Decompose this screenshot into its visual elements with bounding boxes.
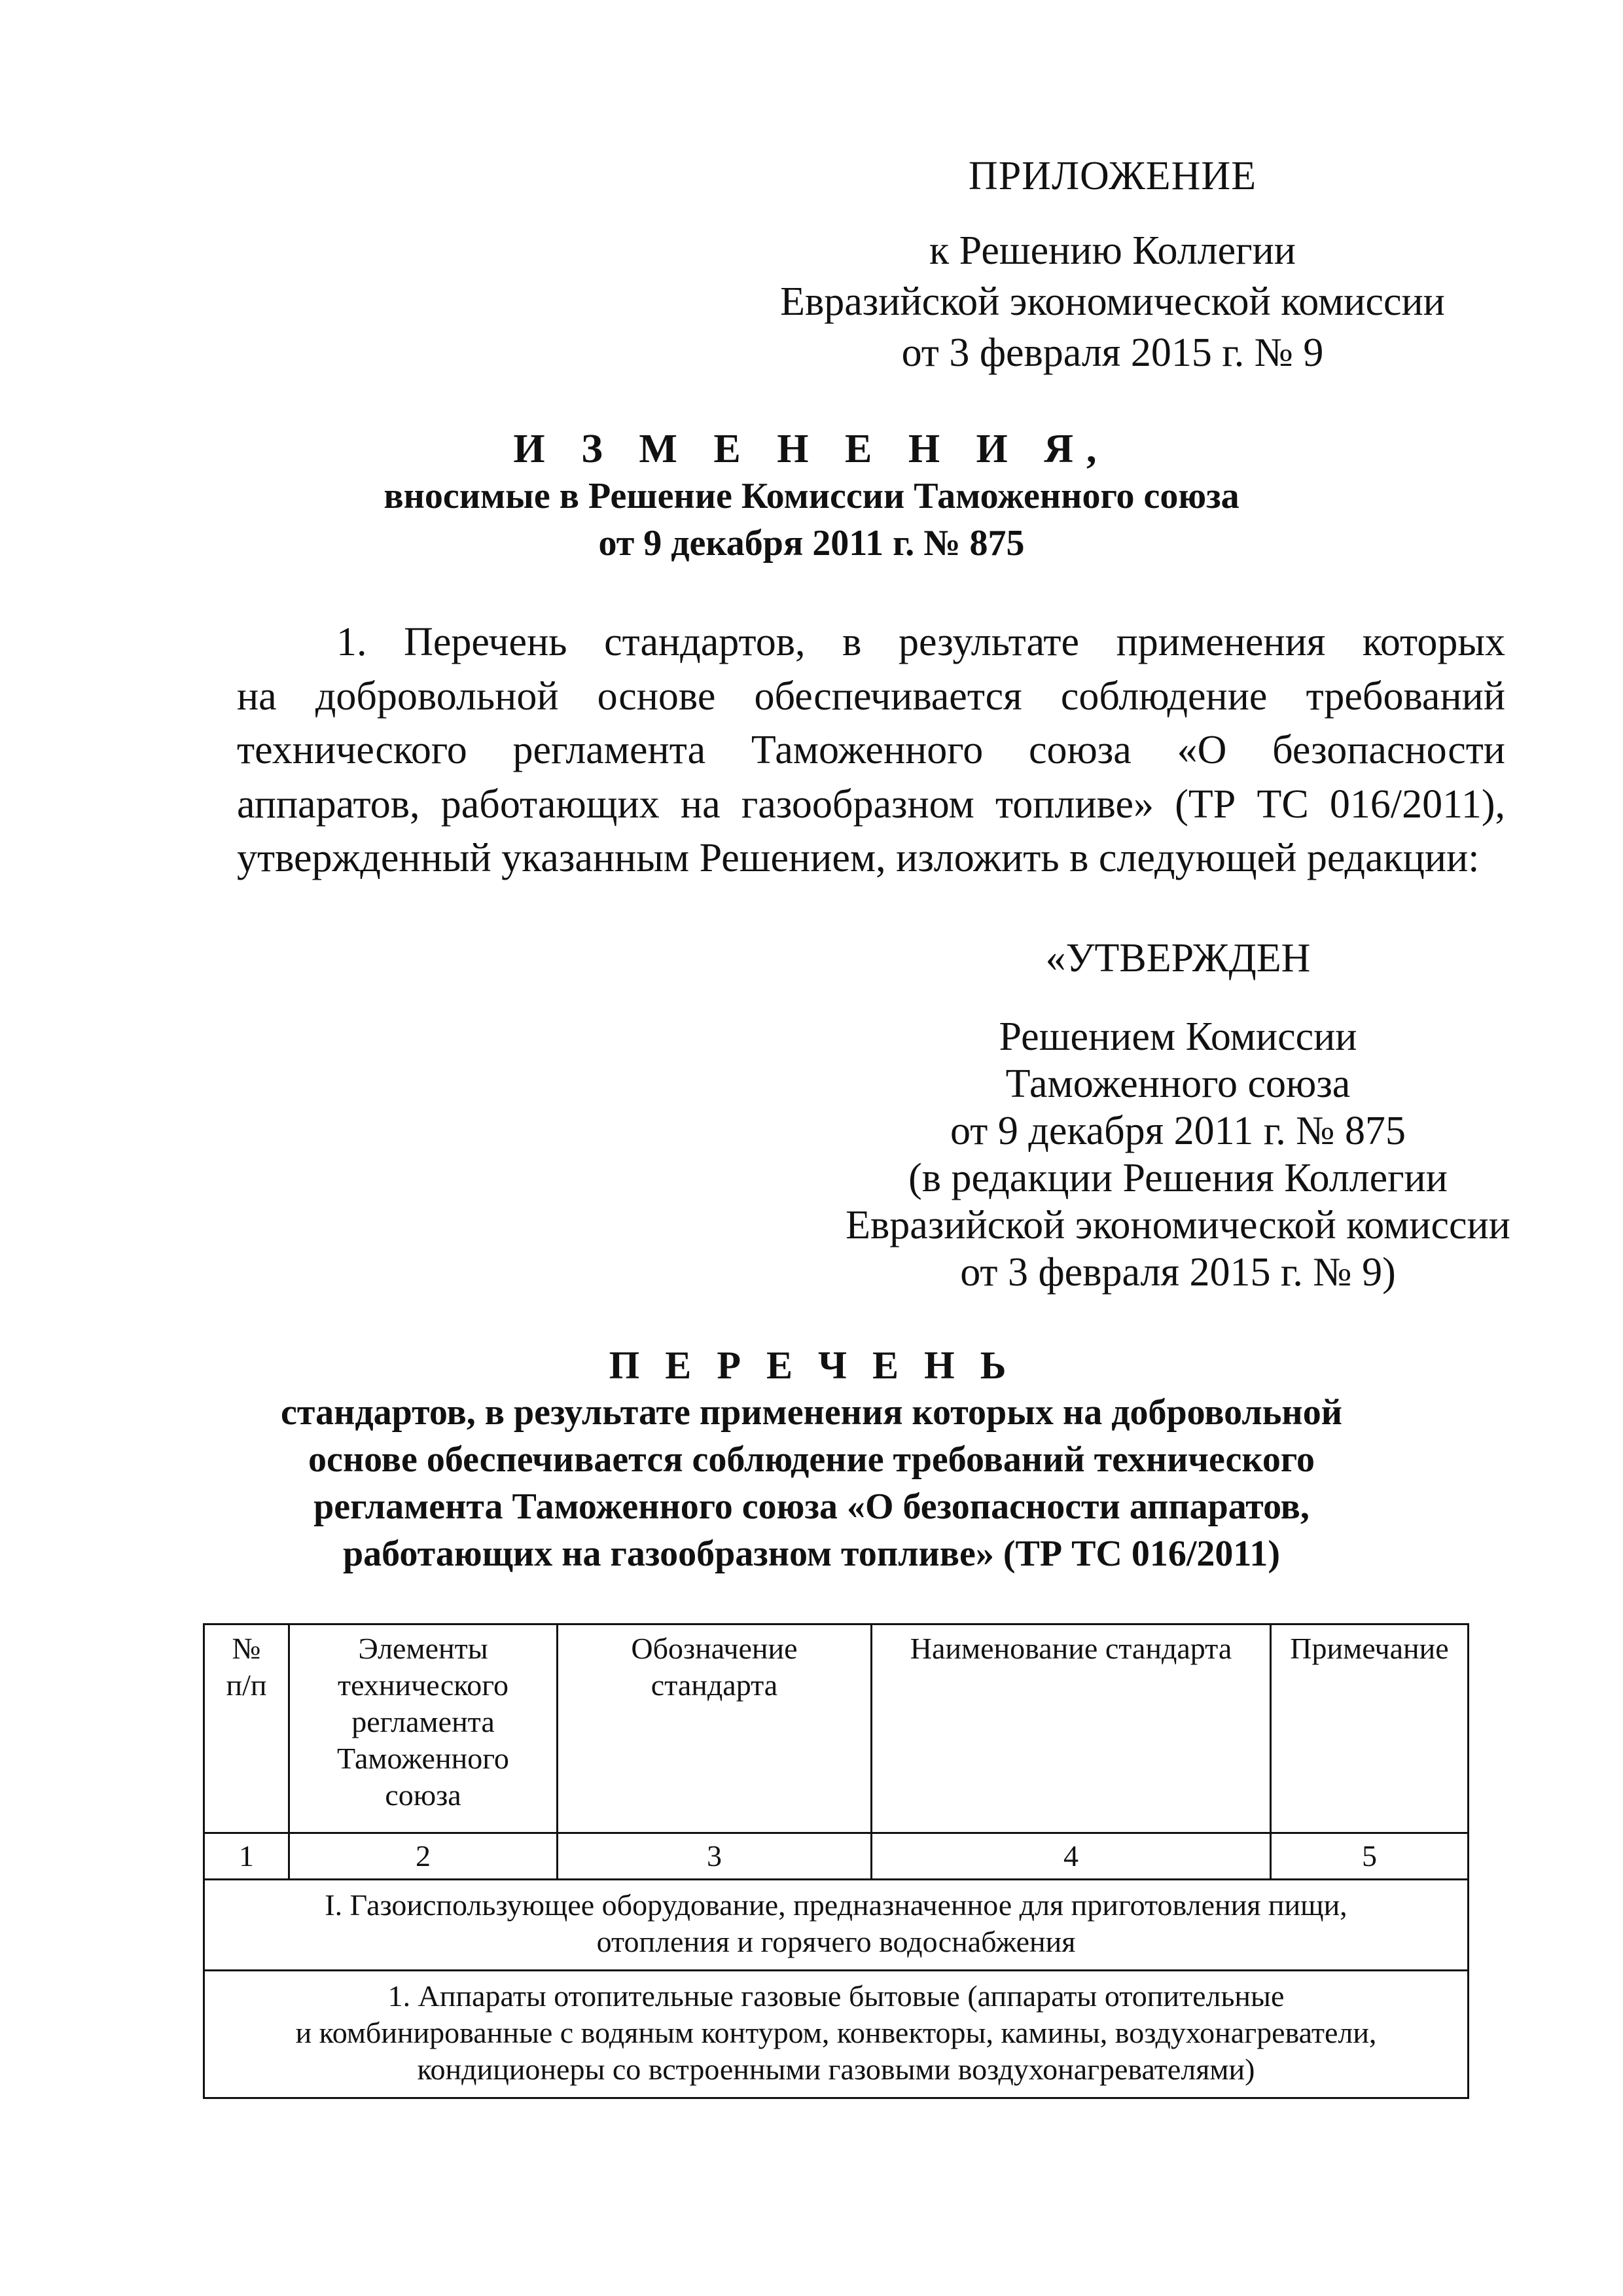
approval-line: Евразийской экономической комиссии <box>846 1203 1510 1247</box>
list-subtitle-line: основе обеспечивается соблюдение требований технического <box>308 1439 1315 1480</box>
approval-line: (в редакции Решения Коллегии <box>908 1156 1448 1200</box>
approval-line: Таможенного союза <box>1005 1062 1351 1106</box>
changes-heading <box>196 425 1427 567</box>
column-number-cell: 3 <box>558 1833 872 1880</box>
approval-title: «УТВЕРЖДЕН <box>1045 936 1311 980</box>
list-heading <box>196 1342 1427 1577</box>
appendix-title: ПРИЛОЖЕНИЕ <box>968 154 1257 198</box>
appendix-line: к Решению Коллегии <box>929 228 1296 273</box>
paragraph-line: аппаратов, работающих на газообразном топливе» (ТР ТС 016/2011), <box>237 781 1505 827</box>
header-text: Примечание <box>1290 1632 1449 1665</box>
section-line: I. Газоиспользующее оборудование, предназначенное для приготовления пищи, <box>325 1888 1347 1922</box>
paragraph-line: 1. Перечень стандартов, в результате применения которых <box>336 620 1505 664</box>
column-number-cell: 1 <box>204 1833 289 1880</box>
header-text: п/п <box>226 1668 267 1702</box>
header-cell-note <box>1271 1624 1469 1833</box>
table-header-row <box>204 1624 1469 1833</box>
subsection-cell <box>204 1971 1469 2098</box>
header-text: Наименование стандарта <box>910 1632 1232 1665</box>
header-text: технического <box>338 1668 508 1702</box>
changes-subtitle-line: вносимые в Решение Комиссии Таможенного союза <box>383 476 1240 516</box>
header-text: регламента <box>351 1705 495 1738</box>
header-text: Обозначение <box>631 1632 798 1665</box>
column-number-cell: 2 <box>289 1833 558 1880</box>
header-cell-designation <box>558 1624 872 1833</box>
changes-title: И З М Е Н Е Н И Я, <box>513 427 1110 471</box>
header-cell-number <box>204 1624 289 1833</box>
section-row <box>204 1880 1469 1971</box>
column-number-cell: 5 <box>1271 1833 1469 1880</box>
section-cell <box>204 1880 1469 1971</box>
list-subtitle-line: регламента Таможенного союза «О безопасности аппаратов, <box>313 1486 1310 1527</box>
header-text: Таможенного <box>337 1742 509 1775</box>
header-text: Элементы <box>358 1632 488 1665</box>
standards-table <box>203 1623 1469 2099</box>
section-line: отопления и горячего водоснабжения <box>596 1925 1076 1958</box>
appendix-header <box>707 151 1518 378</box>
header-cell-standard-name <box>872 1624 1271 1833</box>
header-text: № <box>232 1632 261 1665</box>
header-cell-elements <box>289 1624 558 1833</box>
list-subtitle-line: работающих на газообразном топливе» (ТР ТС 016/2011) <box>343 1534 1280 1574</box>
subsection-line: 1. Аппараты отопительные газовые бытовые (аппараты отопительные <box>387 1979 1285 2013</box>
column-number-row <box>204 1833 1469 1880</box>
header-text: стандарта <box>651 1668 778 1702</box>
paragraph-line: утвержденный указанным Решением, изложить в следующей редакции: <box>237 836 1480 880</box>
subsection-row <box>204 1971 1469 2098</box>
subsection-line: и комбинированные с водяным контуром, конвекторы, камины, воздухонагреватели, <box>295 2016 1377 2049</box>
body-paragraph <box>237 615 1505 886</box>
approval-line: от 3 февраля 2015 г. № 9) <box>960 1250 1396 1295</box>
appendix-line: от 3 февраля 2015 г. № 9 <box>901 331 1324 375</box>
approval-line: Решением Комиссии <box>999 1014 1357 1059</box>
subsection-line: кондиционеры со встроенными газовыми воздухонагревателями) <box>417 2053 1255 2086</box>
list-title: П Е Р Е Ч Е Н Ь <box>609 1344 1014 1387</box>
header-text: союза <box>385 1778 461 1812</box>
appendix-line: Евразийской экономической комиссии <box>780 279 1445 324</box>
paragraph-line: на добровольной основе обеспечивается соблюдение требований <box>237 673 1505 719</box>
paragraph-line: технического регламента Таможенного союза «О безопасности <box>237 728 1505 772</box>
approval-block <box>772 935 1584 1296</box>
approval-line: от 9 декабря 2011 г. № 875 <box>950 1109 1406 1153</box>
list-subtitle-line: стандартов, в результате применения которых на добровольной <box>281 1392 1342 1433</box>
changes-subtitle-line: от 9 декабря 2011 г. № 875 <box>598 523 1025 564</box>
column-number-cell: 4 <box>872 1833 1271 1880</box>
